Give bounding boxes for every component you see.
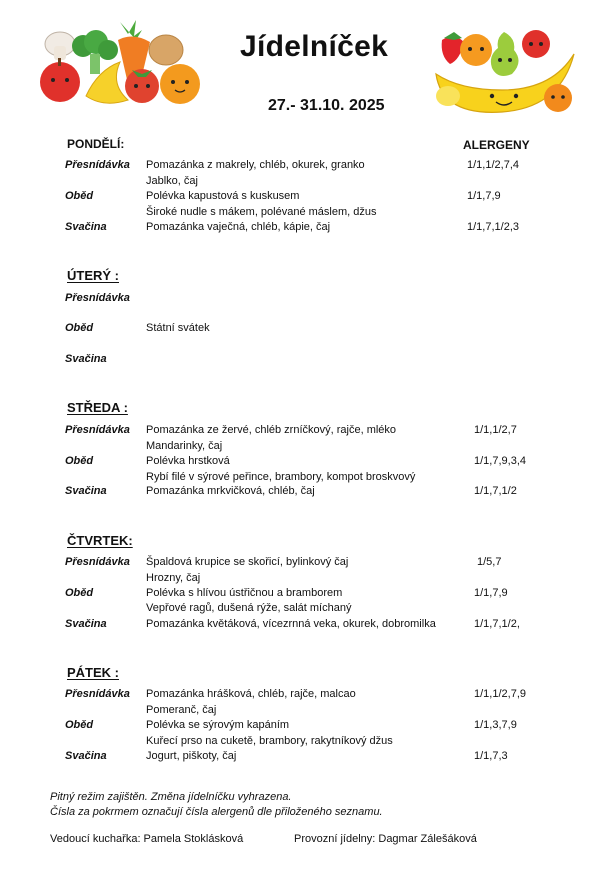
potato-icon	[149, 35, 183, 65]
meal-line: Mandarinky, čaj	[146, 440, 223, 452]
allergen-codes: 1/1,3,7,9	[474, 719, 517, 731]
meal-name: Oběd	[65, 719, 94, 731]
meal-line: Kuřecí prso na cuketě, brambory, rakytníkový džus	[146, 735, 393, 747]
meal-line: Hrozny, čaj	[146, 572, 201, 584]
meal-name: Svačina	[65, 618, 107, 630]
meal-line: Jablko, čaj	[146, 175, 198, 187]
allergen-codes: 1/1,1/2,7	[474, 424, 517, 436]
allergen-codes: 1/1,7,1/2,3	[467, 221, 519, 233]
meal-name: Přesnídávka	[65, 556, 130, 568]
orange-icon	[460, 34, 492, 66]
day-label-wednesday: STŘEDA :	[67, 400, 128, 415]
meal-line: Pomazánka květáková, vícezrnná veka, okurek, dobromilka	[146, 618, 436, 630]
allergen-codes: 1/5,7	[477, 556, 502, 568]
day-label-monday: PONDĚLÍ:	[67, 137, 125, 151]
meal-line: Špaldová krupice se skořicí, bylinkový čaj	[146, 556, 349, 568]
meal-line: Pomazánka ze žervé, chléb zrníčkový, rajče, mléko	[146, 424, 397, 436]
meal-line: Jogurt, piškoty, čaj	[146, 750, 237, 762]
meal-name: Svačina	[65, 750, 107, 762]
meal-name: Oběd	[65, 190, 94, 202]
vegetables-illustration	[38, 14, 208, 109]
meal-name: Oběd	[65, 322, 94, 334]
meal-line: Pomazánka hrášková, chléb, rajče, malcao	[146, 688, 356, 700]
meal-name: Oběd	[65, 587, 94, 599]
meal-line: Státní svátek	[146, 322, 210, 334]
tangerine-icon	[544, 84, 572, 112]
apple-icon	[40, 58, 80, 102]
allergen-codes: 1/1,1/2,7,9	[474, 688, 526, 700]
allergen-codes: 1/1,1/2,7,4	[467, 159, 519, 171]
meal-line: Polévka kapustová s kuskusem	[146, 190, 300, 202]
meal-name: Přesnídávka	[65, 424, 130, 436]
allergen-codes: 1/1,7,1/2	[474, 485, 517, 497]
allergen-codes: 1/1,7,9,3,4	[474, 455, 526, 467]
tomato-icon	[125, 69, 159, 103]
meal-line: Pomazánka z makrely, chléb, okurek, granko	[146, 159, 365, 171]
meal-line: Široké nudle s mákem, polévané máslem, džus	[146, 206, 377, 218]
allergen-header: ALERGENY	[463, 138, 530, 152]
day-label-friday: PÁTEK :	[67, 665, 119, 680]
meal-name: Přesnídávka	[65, 292, 130, 304]
meal-line: Vepřové ragů, dušená rýže, salát míchaný	[146, 602, 352, 614]
meal-line: Polévka s hlívou ústřičnou a bramborem	[146, 587, 343, 599]
meal-line: Rybí filé v sýrové peřince, brambory, kompot broskvový	[146, 471, 416, 483]
meal-line: Pomazánka vaječná, chléb, kápie, čaj	[146, 221, 331, 233]
meal-name: Svačina	[65, 353, 107, 365]
meal-name: Přesnídávka	[65, 688, 130, 700]
meal-name: Přesnídávka	[65, 159, 130, 171]
page-title: Jídelníček	[240, 30, 389, 63]
footer-note: Pitný režim zajištěn. Změna jídelníčku vyhrazena.	[50, 791, 292, 803]
meal-name: Svačina	[65, 221, 107, 233]
date-range: 27.- 31.10. 2025	[268, 97, 385, 114]
meal-name: Oběd	[65, 455, 94, 467]
cook-signature: Vedoucí kuchařka: Pamela Stoklásková	[50, 833, 244, 845]
lemon-icon	[436, 86, 460, 106]
footer-note: Čísla za pokrmem označují čísla alergenů dle přiloženého seznamu.	[50, 806, 383, 818]
allergen-codes: 1/1,7,9	[467, 190, 501, 202]
meal-name: Svačina	[65, 485, 107, 497]
meal-line: Pomazánka mrkvičková, chléb, čaj	[146, 485, 315, 497]
pear-icon	[491, 32, 519, 76]
meal-line: Polévka hrstková	[146, 455, 230, 467]
day-label-thursday: ČTVRTEK:	[67, 533, 133, 548]
manager-signature: Provozní jídelny: Dagmar Zálešáková	[294, 833, 477, 845]
orange-icon	[160, 64, 200, 104]
allergen-codes: 1/1,7,9	[474, 587, 508, 599]
meal-line: Pomeranč, čaj	[146, 704, 217, 716]
meal-line: Polévka se sýrovým kapáním	[146, 719, 290, 731]
allergen-codes: 1/1,7,3	[474, 750, 508, 762]
fruits-illustration	[432, 24, 582, 119]
day-label-tuesday: ÚTERÝ :	[67, 268, 119, 283]
allergen-codes: 1/1,7,1/2,	[474, 618, 520, 630]
apple-icon	[522, 30, 550, 58]
